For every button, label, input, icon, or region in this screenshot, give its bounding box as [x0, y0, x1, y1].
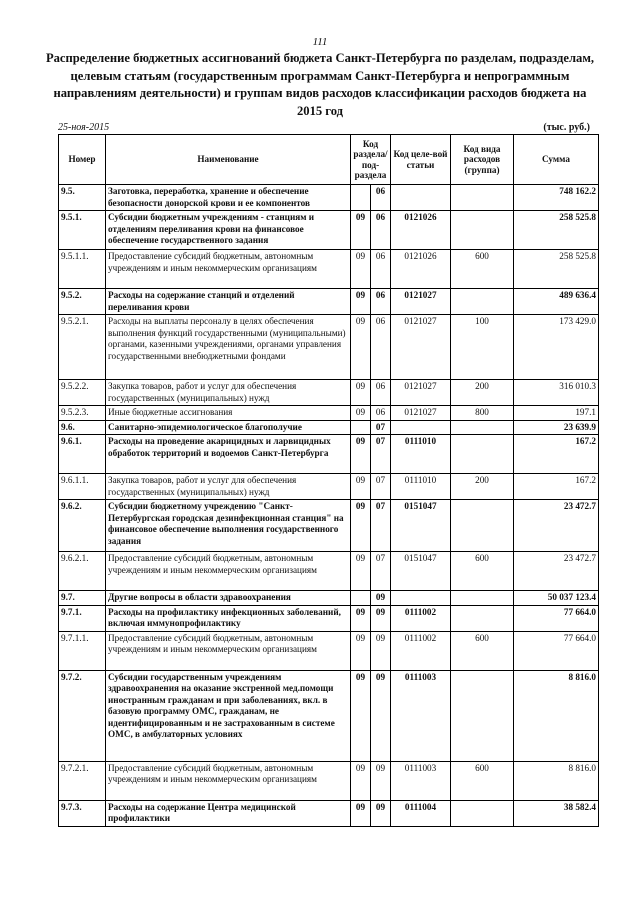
row-section: 09 [351, 315, 371, 380]
row-expense-type: 200 [451, 474, 514, 500]
table-row [59, 591, 599, 606]
row-target-code: 0111002 [391, 605, 451, 631]
row-sum: 8 816.0 [514, 761, 599, 800]
row-sum: 77 664.0 [514, 631, 599, 670]
table-row [59, 552, 599, 591]
row-section: 09 [351, 800, 371, 826]
table-row [59, 380, 599, 406]
row-target-code [391, 591, 451, 606]
row-sum: 8 816.0 [514, 670, 599, 761]
row-subsection: 07 [371, 474, 391, 500]
row-subsection: 09 [371, 605, 391, 631]
row-number: 9.7. [59, 591, 106, 606]
row-number: 9.5.1. [59, 211, 106, 250]
row-sum: 50 037 123.4 [514, 591, 599, 606]
row-target-code: 0151047 [391, 500, 451, 552]
table-row [59, 670, 599, 761]
table-row [59, 185, 599, 211]
header-number: Номер [59, 135, 106, 185]
header-sum: Сумма [514, 135, 599, 185]
row-subsection: 09 [371, 591, 391, 606]
row-number: 9.5.2.3. [59, 406, 106, 421]
row-sum: 23 472.7 [514, 500, 599, 552]
row-subsection: 06 [371, 315, 391, 380]
row-sum: 23 639.9 [514, 420, 599, 435]
row-sum: 77 664.0 [514, 605, 599, 631]
row-number: 9.6. [59, 420, 106, 435]
row-subsection: 07 [371, 500, 391, 552]
row-target-code: 0121026 [391, 211, 451, 250]
header-section-code: Код раздела/ под-раздела [351, 135, 391, 185]
row-section: 09 [351, 250, 371, 289]
table-row [59, 474, 599, 500]
row-number: 9.6.1. [59, 435, 106, 474]
row-sum: 173 429.0 [514, 315, 599, 380]
row-subsection: 09 [371, 761, 391, 800]
row-section: 09 [351, 474, 371, 500]
header-expense-type: Код вида расходов (группа) [451, 135, 514, 185]
row-expense-type [451, 435, 514, 474]
row-name: Санитарно-эпидемиологическое благополучие [106, 420, 351, 435]
row-target-code: 0121027 [391, 406, 451, 421]
row-expense-type [451, 289, 514, 315]
row-sum: 316 010.3 [514, 380, 599, 406]
row-sum: 258 525.8 [514, 250, 599, 289]
row-subsection: 06 [371, 406, 391, 421]
table-row [59, 435, 599, 474]
row-target-code: 0111002 [391, 631, 451, 670]
document-date: 25-ноя-2015 [58, 122, 110, 133]
row-target-code: 0121027 [391, 289, 451, 315]
row-target-code [391, 185, 451, 211]
row-number: 9.5.1.1. [59, 250, 106, 289]
row-expense-type: 600 [451, 631, 514, 670]
row-sum: 748 162.2 [514, 185, 599, 211]
row-target-code: 0151047 [391, 552, 451, 591]
row-expense-type [451, 211, 514, 250]
row-subsection: 06 [371, 380, 391, 406]
row-sum: 23 472.7 [514, 552, 599, 591]
row-name: Расходы на проведение акарицидных и ларвицидных обработок территорий и водоемов Санкт-Петербурга [106, 435, 351, 474]
table-row [59, 406, 599, 421]
row-section: 09 [351, 289, 371, 315]
row-expense-type [451, 420, 514, 435]
table-row [59, 315, 599, 380]
row-section: 09 [351, 552, 371, 591]
row-section [351, 591, 371, 606]
row-expense-type [451, 670, 514, 761]
row-section: 09 [351, 605, 371, 631]
budget-table [58, 134, 599, 827]
row-sum: 167.2 [514, 435, 599, 474]
row-number: 9.7.1.1. [59, 631, 106, 670]
table-row [59, 420, 599, 435]
row-name: Субсидии бюджетному учреждению "Санкт-Петербургская городская дезинфекционная станция" на финансовое обеспечение выполнения государственного задания [106, 500, 351, 552]
row-subsection: 09 [371, 631, 391, 670]
row-target-code: 0111003 [391, 761, 451, 800]
row-sum: 197.1 [514, 406, 599, 421]
row-number: 9.7.2.1. [59, 761, 106, 800]
row-section [351, 420, 371, 435]
row-number: 9.6.1.1. [59, 474, 106, 500]
row-section: 09 [351, 406, 371, 421]
budget-rows [59, 185, 599, 827]
row-subsection: 06 [371, 185, 391, 211]
row-section: 09 [351, 380, 371, 406]
header-name: Наименование [106, 135, 351, 185]
row-section: 09 [351, 435, 371, 474]
row-section: 09 [351, 500, 371, 552]
row-name: Предоставление субсидий бюджетным, автономным учреждениям и иным некоммерческим организациям [106, 631, 351, 670]
row-name: Заготовка, переработка, хранение и обеспечение безопасности донорской крови и ее компонентов [106, 185, 351, 211]
table-row [59, 289, 599, 315]
row-sum: 167.2 [514, 474, 599, 500]
row-expense-type: 800 [451, 406, 514, 421]
row-subsection: 07 [371, 435, 391, 474]
row-number: 9.7.2. [59, 670, 106, 761]
table-row [59, 500, 599, 552]
row-expense-type [451, 500, 514, 552]
row-target-code: 0121026 [391, 250, 451, 289]
row-name: Расходы на содержание Центра медицинской профилактики [106, 800, 351, 826]
table-row [59, 250, 599, 289]
row-name: Расходы на содержание станций и отделений переливания крови [106, 289, 351, 315]
row-sum: 38 582.4 [514, 800, 599, 826]
row-name: Другие вопросы в области здравоохранения [106, 591, 351, 606]
row-name: Предоставление субсидий бюджетным, автономным учреждениям и иным некоммерческим организациям [106, 250, 351, 289]
row-subsection: 07 [371, 552, 391, 591]
row-section: 09 [351, 670, 371, 761]
row-subsection: 06 [371, 250, 391, 289]
row-name: Закупка товаров, работ и услуг для обеспечения государственных (муниципальных) нужд [106, 474, 351, 500]
table-row [59, 631, 599, 670]
row-name: Предоставление субсидий бюджетным, автономным учреждениям и иным некоммерческим организациям [106, 552, 351, 591]
row-name: Закупка товаров, работ и услуг для обеспечения государственных (муниципальных) нужд [106, 380, 351, 406]
row-expense-type: 100 [451, 315, 514, 380]
row-sum: 258 525.8 [514, 211, 599, 250]
table-row [59, 761, 599, 800]
row-number: 9.7.3. [59, 800, 106, 826]
row-expense-type: 600 [451, 552, 514, 591]
row-number: 9.5.2. [59, 289, 106, 315]
row-expense-type: 600 [451, 761, 514, 800]
row-subsection: 06 [371, 211, 391, 250]
row-sum: 489 636.4 [514, 289, 599, 315]
row-expense-type: 600 [451, 250, 514, 289]
row-number: 9.5. [59, 185, 106, 211]
row-expense-type [451, 800, 514, 826]
table-row [59, 605, 599, 631]
row-name: Иные бюджетные ассигнования [106, 406, 351, 421]
row-subsection: 09 [371, 670, 391, 761]
row-target-code: 0121027 [391, 315, 451, 380]
header-target-code: Код целе-вой статьи [391, 135, 451, 185]
row-number: 9.5.2.1. [59, 315, 106, 380]
row-target-code: 0111010 [391, 474, 451, 500]
row-number: 9.7.1. [59, 605, 106, 631]
row-name: Расходы на профилактику инфекционных заболеваний, включая иммунопрофилактику [106, 605, 351, 631]
row-name: Субсидии бюджетным учреждениям - станциям и отделениям переливания крови на финансовое обеспечение государственного задания [106, 211, 351, 250]
row-target-code: 0111010 [391, 435, 451, 474]
row-expense-type: 200 [451, 380, 514, 406]
row-subsection: 07 [371, 420, 391, 435]
row-name: Предоставление субсидий бюджетным, автономным учреждениям и иным некоммерческим организациям [106, 761, 351, 800]
row-target-code: 0121027 [391, 380, 451, 406]
row-number: 9.5.2.2. [59, 380, 106, 406]
row-subsection: 06 [371, 289, 391, 315]
row-target-code [391, 420, 451, 435]
row-name: Субсидии государственным учреждениям здравоохранения на оказание экстренной мед.помощи иностранным гражданам и при заболеваниях, вкл. в базовую программу ОМС, гражданам, не идентифицированным и не застрахованным в системе ОМС, в амбулаторных условиях [106, 670, 351, 761]
row-expense-type [451, 605, 514, 631]
page-number: 111 [312, 36, 328, 48]
row-section: 09 [351, 761, 371, 800]
table-row [59, 211, 599, 250]
row-expense-type [451, 591, 514, 606]
row-subsection: 09 [371, 800, 391, 826]
row-section: 09 [351, 211, 371, 250]
row-number: 9.6.2.1. [59, 552, 106, 591]
row-name: Расходы на выплаты персоналу в целях обеспечения выполнения функций государственными (муниципальными) органами, казенными учреждениями, органами управления государственными внебюджетными фондами [106, 315, 351, 380]
row-number: 9.6.2. [59, 500, 106, 552]
row-target-code: 0111004 [391, 800, 451, 826]
row-target-code: 0111003 [391, 670, 451, 761]
row-section [351, 185, 371, 211]
row-section: 09 [351, 631, 371, 670]
document-title: Распределение бюджетных ассигнований бюджета Санкт-Петербурга по разделам, подразделам, целевым статьям (государственным программам Санкт-Петербурга и непрограммным направлениям деятельности) и группам видов расходов классификации расходов бюджета на 2015 год [45, 51, 595, 118]
table-row [59, 800, 599, 826]
units-label: (тыс. руб.) [543, 122, 590, 133]
row-expense-type [451, 185, 514, 211]
